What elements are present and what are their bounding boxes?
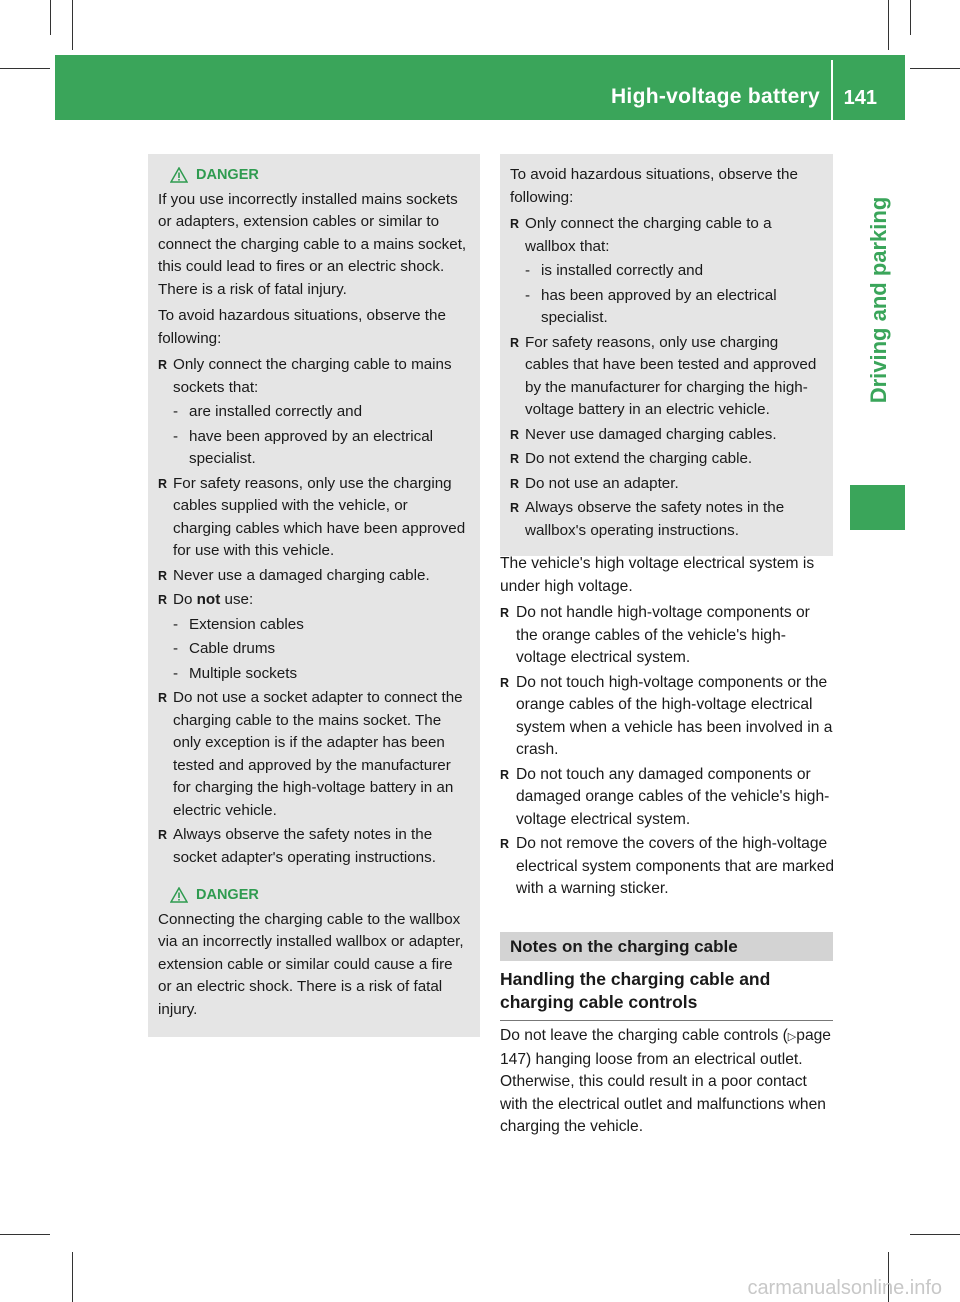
subsection-heading: Handling the charging cable and charging cable controls — [500, 968, 833, 1021]
crop-mark — [0, 68, 50, 69]
bullet-item: R Always observe the safety notes in the wallbox's operating instructions. — [510, 497, 823, 542]
bullet-item: R Do not use a socket adapter to connect the charging cable to the mains socket. The only exception is if the adapter has been tested and approved by the manufacturer for charging the high-voltage battery in an electric vehicle. — [158, 687, 470, 822]
dash-item: - has been approved by an electrical specialist. — [510, 285, 823, 330]
side-tab-label: Driving and parking — [866, 196, 891, 404]
danger-text: Connecting the charging cable to the wallbox via an incorrectly installed wallbox or adapter, extension cable or similar could cause a fire or an electric shock. There is a risk of fatal injury. — [158, 910, 464, 1018]
header-title: High-voltage battery — [610, 85, 820, 108]
warning-triangle-icon — [170, 167, 188, 183]
bullet-item: R Do not use an adapter. — [510, 473, 823, 496]
bullet-item: R Do not handle high-voltage components or the orange cables of the vehicle's high-voltage electrical system. — [500, 602, 835, 670]
body-text: ) hanging loose from an electrical outlet. Otherwise, this could result in a poor contact with the electrical outlet and malfunctions when charging the vehicle. — [500, 1050, 826, 1135]
body-paragraph: The vehicle's high voltage electrical system is under high voltage. — [500, 555, 815, 595]
danger-heading — [170, 884, 470, 907]
bullet-item: R Do not touch high-voltage components or the orange cables of the high-voltage electrical system when a vehicle has been involved in a crash. — [500, 672, 835, 762]
bullet-item: R Do not touch any damaged components or damaged orange cables of the vehicle's high-voltage electrical system. — [500, 764, 835, 832]
warning-triangle-icon — [170, 887, 188, 903]
bullet-text: use: — [224, 591, 254, 608]
dash-item: - have been approved by an electrical specialist. — [158, 426, 470, 471]
crop-mark — [72, 0, 73, 50]
bullet-item: R Only connect the charging cable to mains sockets that: — [158, 354, 470, 399]
header-separator — [831, 60, 833, 120]
instruction-text: To avoid hazardous situations, observe the following: — [510, 166, 798, 206]
watermark: carmanualsonline.info — [747, 1277, 942, 1299]
danger-label: DANGER — [196, 167, 259, 183]
page-number: 141 — [843, 87, 877, 109]
bullet-item: R For safety reasons, only use charging cables that have been tested and approved by the manufacturer for charging the high-voltage battery in an electric vehicle. — [510, 332, 823, 422]
page-reference-link[interactable]: page 147 — [500, 1027, 831, 1068]
bullet-item: R Only connect the charging cable to a wallbox that: — [510, 213, 823, 258]
dash-item: - Extension cables — [158, 614, 470, 637]
bullet-item: R For safety reasons, only use the charging cables supplied with the vehicle, or charging cables which have been approved for use with this vehicle. — [158, 473, 470, 563]
dash-item: - Multiple sockets — [158, 663, 470, 686]
bullet-text: Do — [173, 591, 193, 608]
bullet-item: R Always observe the safety notes in the socket adapter's operating instructions. — [158, 824, 470, 869]
body-text: Do not leave the charging cable controls ( — [500, 1027, 788, 1044]
crop-mark — [72, 1252, 73, 1302]
danger-box-1 — [148, 154, 480, 883]
instruction-text: To avoid hazardous situations, observe the following: — [158, 307, 446, 347]
bold-text: not — [196, 591, 221, 608]
danger-box-2 — [148, 874, 480, 1037]
section-heading: Notes on the charging cable — [500, 932, 833, 961]
crop-mark — [50, 0, 51, 35]
page-header — [55, 55, 905, 120]
side-tab-marker — [850, 485, 905, 530]
crop-mark — [910, 0, 911, 35]
bullet-item: R Never use a damaged charging cable. — [158, 565, 470, 588]
bullet-item: R Never use damaged charging cables. — [510, 424, 823, 447]
danger-text: If you use incorrectly installed mains sockets or adapters, extension cables or similar to connect the charging cable to a mains socket, this could lead to fires or an electric shock. There is a risk of fatal injury. — [158, 190, 467, 298]
page-ref-arrow-icon: ▷ — [787, 1031, 797, 1043]
crop-mark — [910, 1234, 960, 1235]
dash-item: - Cable drums — [158, 638, 470, 661]
danger-heading — [170, 164, 470, 187]
body-paragraph — [500, 1025, 835, 1139]
crop-mark — [888, 0, 889, 50]
dash-item: - is installed correctly and — [510, 260, 823, 283]
danger-label: DANGER — [196, 887, 259, 903]
bullet-item: R Do not remove the covers of the high-voltage electrical system components that are marked with a warning sticker. — [500, 833, 835, 901]
crop-mark — [0, 1234, 50, 1235]
bullet-item — [158, 589, 470, 612]
dash-item: - are installed correctly and — [158, 401, 470, 424]
crop-mark — [910, 68, 960, 69]
danger-box-continuation — [500, 154, 833, 556]
body-text-block — [500, 553, 835, 903]
bullet-item: R Do not extend the charging cable. — [510, 448, 823, 471]
